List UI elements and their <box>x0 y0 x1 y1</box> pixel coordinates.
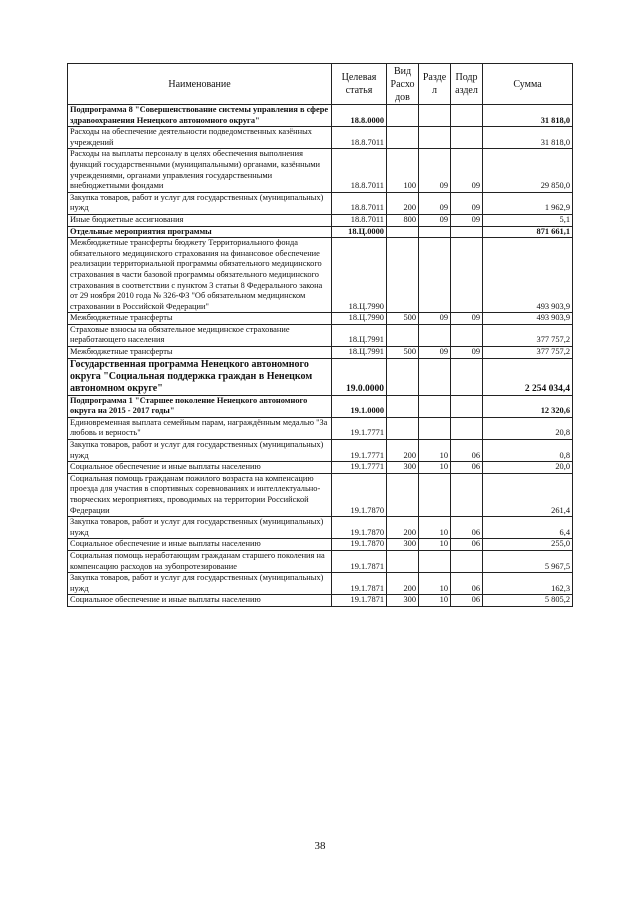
table-row <box>68 238 573 313</box>
row-sum-cell: 377 757,2 <box>483 324 573 346</box>
row-section-cell <box>419 238 451 313</box>
table-row <box>68 573 573 595</box>
row-sum-cell: 5 967,5 <box>483 550 573 572</box>
row-expense-type-cell <box>387 417 419 439</box>
row-target-article-cell: 19.1.7771 <box>332 462 387 474</box>
row-name-cell: Закупка товаров, работ и услуг для государственных (муниципальных) нужд <box>68 192 332 214</box>
row-target-article-cell: 19.1.0000 <box>332 395 387 417</box>
row-expense-type-cell: 800 <box>387 214 419 226</box>
row-subsection-cell: 06 <box>451 462 483 474</box>
table-row <box>68 149 573 192</box>
row-subsection-cell <box>451 473 483 516</box>
row-target-article-cell: 19.0.0000 <box>332 358 387 395</box>
row-subsection-cell <box>451 417 483 439</box>
row-expense-type-cell: 300 <box>387 539 419 551</box>
row-sum-cell: 5,1 <box>483 214 573 226</box>
table-row <box>68 214 573 226</box>
row-sum-cell: 20,0 <box>483 462 573 474</box>
table-row <box>68 550 573 572</box>
row-expense-type-cell: 500 <box>387 313 419 325</box>
row-target-article-cell: 19.1.7871 <box>332 595 387 607</box>
table-row <box>68 105 573 127</box>
row-name-cell: Страховые взносы на обязательное медицинское страхование неработающего населения <box>68 324 332 346</box>
row-sum-cell: 255,0 <box>483 539 573 551</box>
row-section-cell: 10 <box>419 573 451 595</box>
row-name-cell: Закупка товаров, работ и услуг для государственных (муниципальных) нужд <box>68 573 332 595</box>
row-name-cell: Межбюджетные трансферты <box>68 347 332 359</box>
row-expense-type-cell <box>387 105 419 127</box>
table-row <box>68 595 573 607</box>
table-header-row <box>68 64 573 105</box>
row-subsection-cell: 06 <box>451 517 483 539</box>
row-expense-type-cell <box>387 358 419 395</box>
table-row <box>68 347 573 359</box>
row-section-cell: 09 <box>419 149 451 192</box>
row-subsection-cell <box>451 238 483 313</box>
row-expense-type-cell: 200 <box>387 440 419 462</box>
row-target-article-cell: 18.8.0000 <box>332 105 387 127</box>
row-name-cell: Государственная программа Ненецкого автономного округа "Социальная поддержка граждан в Ненецком автономном округе" <box>68 358 332 395</box>
row-section-cell <box>419 395 451 417</box>
header-expense-type: Вид Расхо дов <box>387 64 419 105</box>
row-expense-type-cell: 200 <box>387 573 419 595</box>
table-row <box>68 473 573 516</box>
table-row <box>68 313 573 325</box>
header-name: Наименование <box>68 64 332 105</box>
row-section-cell <box>419 226 451 238</box>
table-row <box>68 440 573 462</box>
row-section-cell: 10 <box>419 517 451 539</box>
row-name-cell: Расходы на обеспечение деятельности подведомственных казённых учреждений <box>68 127 332 149</box>
row-section-cell: 09 <box>419 313 451 325</box>
row-sum-cell: 0,8 <box>483 440 573 462</box>
row-expense-type-cell <box>387 473 419 516</box>
row-sum-cell: 377 757,2 <box>483 347 573 359</box>
row-target-article-cell: 18.8.7011 <box>332 127 387 149</box>
row-subsection-cell: 09 <box>451 214 483 226</box>
row-name-cell: Иные бюджетные ассигнования <box>68 214 332 226</box>
table-row <box>68 226 573 238</box>
row-target-article-cell: 19.1.7870 <box>332 539 387 551</box>
row-section-cell: 10 <box>419 539 451 551</box>
row-subsection-cell: 09 <box>451 313 483 325</box>
row-expense-type-cell: 200 <box>387 517 419 539</box>
row-sum-cell: 871 661,1 <box>483 226 573 238</box>
row-expense-type-cell <box>387 127 419 149</box>
header-sum: Сумма <box>483 64 573 105</box>
row-section-cell <box>419 358 451 395</box>
table-row <box>68 127 573 149</box>
row-target-article-cell: 18.8.7011 <box>332 192 387 214</box>
row-section-cell: 10 <box>419 462 451 474</box>
row-subsection-cell: 09 <box>451 192 483 214</box>
row-name-cell: Отдельные мероприятия программы <box>68 226 332 238</box>
table-row <box>68 517 573 539</box>
header-target-article: Целевая статья <box>332 64 387 105</box>
row-section-cell <box>419 473 451 516</box>
row-section-cell <box>419 417 451 439</box>
row-target-article-cell: 18.Ц.0000 <box>332 226 387 238</box>
row-sum-cell: 493 903,9 <box>483 238 573 313</box>
row-sum-cell: 20,8 <box>483 417 573 439</box>
row-subsection-cell <box>451 324 483 346</box>
row-subsection-cell <box>451 127 483 149</box>
row-subsection-cell <box>451 358 483 395</box>
row-target-article-cell: 18.Ц.7990 <box>332 313 387 325</box>
row-section-cell: 10 <box>419 440 451 462</box>
row-name-cell: Подпрограмма 1 "Старшее поколение Ненецкого автономного округа на 2015 - 2017 годы" <box>68 395 332 417</box>
row-sum-cell: 5 805,2 <box>483 595 573 607</box>
row-target-article-cell: 18.Ц.7991 <box>332 324 387 346</box>
row-section-cell <box>419 105 451 127</box>
row-subsection-cell: 09 <box>451 347 483 359</box>
row-target-article-cell: 19.1.7870 <box>332 517 387 539</box>
row-target-article-cell: 18.8.7011 <box>332 214 387 226</box>
row-subsection-cell <box>451 226 483 238</box>
row-expense-type-cell <box>387 550 419 572</box>
row-sum-cell: 31 818,0 <box>483 127 573 149</box>
row-name-cell: Межбюджетные трансферты <box>68 313 332 325</box>
row-name-cell: Социальная помощь неработающим гражданам старшего поколения на компенсацию расходов на зубопротезирование <box>68 550 332 572</box>
row-expense-type-cell: 300 <box>387 595 419 607</box>
row-sum-cell: 29 850,0 <box>483 149 573 192</box>
row-name-cell: Социальное обеспечение и иные выплаты населению <box>68 539 332 551</box>
row-target-article-cell: 19.1.7871 <box>332 573 387 595</box>
row-section-cell: 09 <box>419 192 451 214</box>
row-sum-cell: 2 254 034,4 <box>483 358 573 395</box>
row-name-cell: Расходы на выплаты персоналу в целях обеспечения выполнения функций государственными (муниципальными) органами, казёнными учреждениями, органами управления государственными внебюджетными фондами <box>68 149 332 192</box>
row-expense-type-cell <box>387 238 419 313</box>
row-sum-cell: 162,3 <box>483 573 573 595</box>
budget-table <box>67 63 573 607</box>
row-name-cell: Единовременная выплата семейным парам, награждённым медалью "За любовь и верность" <box>68 417 332 439</box>
table-row <box>68 395 573 417</box>
table-row <box>68 358 573 395</box>
row-expense-type-cell <box>387 226 419 238</box>
row-section-cell <box>419 550 451 572</box>
row-sum-cell: 1 962,9 <box>483 192 573 214</box>
header-subsection: Подр аздел <box>451 64 483 105</box>
row-subsection-cell: 06 <box>451 573 483 595</box>
row-subsection-cell: 06 <box>451 539 483 551</box>
row-target-article-cell: 18.8.7011 <box>332 149 387 192</box>
row-subsection-cell <box>451 550 483 572</box>
row-expense-type-cell: 200 <box>387 192 419 214</box>
table-row <box>68 462 573 474</box>
row-target-article-cell: 18.Ц.7990 <box>332 238 387 313</box>
table-row <box>68 417 573 439</box>
row-subsection-cell: 06 <box>451 595 483 607</box>
row-sum-cell: 6,4 <box>483 517 573 539</box>
header-section: Разде л <box>419 64 451 105</box>
row-section-cell: 09 <box>419 347 451 359</box>
row-name-cell: Социальное обеспечение и иные выплаты населению <box>68 462 332 474</box>
row-expense-type-cell <box>387 324 419 346</box>
row-target-article-cell: 19.1.7870 <box>332 473 387 516</box>
row-sum-cell: 493 903,9 <box>483 313 573 325</box>
row-target-article-cell: 19.1.7771 <box>332 440 387 462</box>
row-expense-type-cell <box>387 395 419 417</box>
row-target-article-cell: 19.1.7871 <box>332 550 387 572</box>
row-section-cell <box>419 127 451 149</box>
row-name-cell: Закупка товаров, работ и услуг для государственных (муниципальных) нужд <box>68 517 332 539</box>
row-expense-type-cell: 100 <box>387 149 419 192</box>
table-row <box>68 192 573 214</box>
row-subsection-cell: 09 <box>451 149 483 192</box>
row-sum-cell: 31 818,0 <box>483 105 573 127</box>
row-name-cell: Социальная помощь гражданам пожилого возраста на компенсацию проезда для участия в спортивных соревнованиях и интеллектуально-творческих мероприятиях, проводимых на территории Российской Федерации <box>68 473 332 516</box>
row-section-cell: 09 <box>419 214 451 226</box>
page-number: 38 <box>314 840 326 852</box>
row-target-article-cell: 19.1.7771 <box>332 417 387 439</box>
row-name-cell: Подпрограмма 8 "Совершенствование системы управления в сфере здравоохранения Ненецкого автономного округа" <box>68 105 332 127</box>
table-row <box>68 539 573 551</box>
row-name-cell: Закупка товаров, работ и услуг для государственных (муниципальных) нужд <box>68 440 332 462</box>
row-name-cell: Межбюджетные трансферты бюджету Территориального фонда обязательного медицинского страхования на финансовое обеспечение реализации территориальной программы обязательного медицинского страхования в части базовой программы обязательного медицинского страхования в соответствии с пунктом 3 статьи 8 Федерального закона от 29 ноября 2010 года № 326-ФЗ "Об обязательном медицинском страховании в Российской Федерации" <box>68 238 332 313</box>
row-expense-type-cell: 500 <box>387 347 419 359</box>
row-subsection-cell <box>451 105 483 127</box>
row-sum-cell: 261,4 <box>483 473 573 516</box>
row-section-cell <box>419 324 451 346</box>
row-expense-type-cell: 300 <box>387 462 419 474</box>
row-subsection-cell: 06 <box>451 440 483 462</box>
row-sum-cell: 12 320,6 <box>483 395 573 417</box>
row-subsection-cell <box>451 395 483 417</box>
table-row <box>68 324 573 346</box>
row-target-article-cell: 18.Ц.7991 <box>332 347 387 359</box>
row-section-cell: 10 <box>419 595 451 607</box>
row-name-cell: Социальное обеспечение и иные выплаты населению <box>68 595 332 607</box>
